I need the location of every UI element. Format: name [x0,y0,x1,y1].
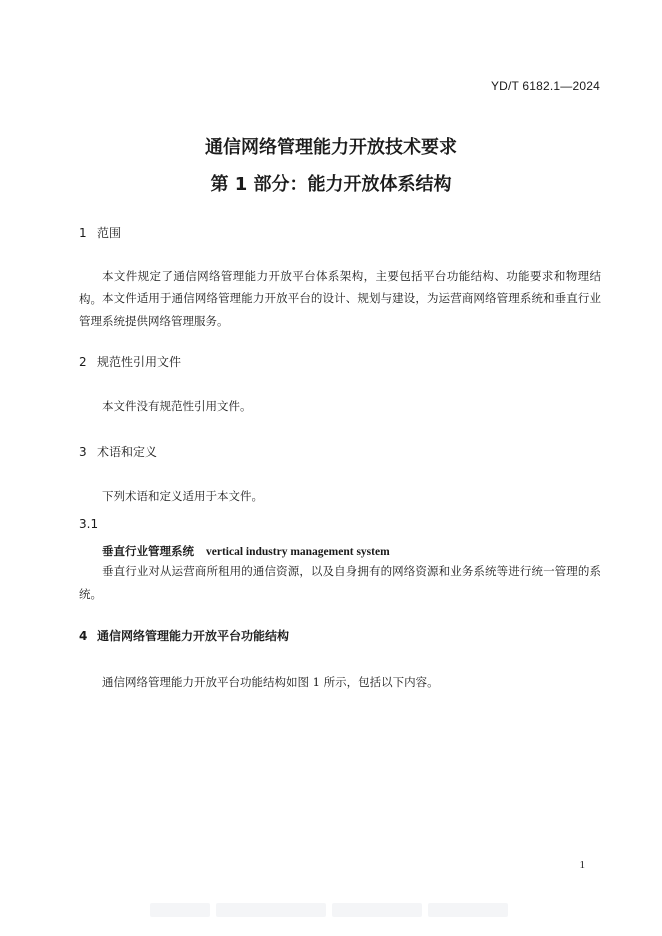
page-number: 1 [579,859,585,871]
clause-number: 3.1 [79,517,99,531]
section-3-paragraph-1: 下列术语和定义适用于本文件。 [102,489,263,503]
term-english: vertical industry management system [206,546,390,558]
section-number: 3 [79,445,87,459]
section-number: 1 [79,226,87,240]
section-title: 范围 [97,226,122,240]
term-chinese: 垂直行业管理系统 [102,544,194,558]
term-definition: 垂直行业对从运营商所租用的通信资源，以及自身拥有的网络资源和业务系统等进行统一管理的系统。 [79,564,601,601]
section-number: 4 [79,629,88,643]
section-1-heading [79,224,121,241]
document-subtitle: 第 1 部分：能力开放体系结构 [210,174,452,195]
section-title: 通信网络管理能力开放平台功能结构 [97,629,290,643]
document-title: 通信网络管理能力开放技术要求 [205,137,457,158]
faint-watermark [150,903,520,919]
standard-number: YD/T 6182.1—2024 [490,79,600,93]
section-title: 术语和定义 [97,445,158,459]
section-title: 规范性引用文件 [97,355,182,369]
section-2-paragraph-1: 本文件没有规范性引用文件。 [102,399,252,413]
section-3-heading [79,443,157,460]
section-4-heading [79,627,289,644]
section-number: 2 [79,355,87,369]
section-1-paragraph-2: 本文件适用于通信网络管理能力开放平台的设计、规划与建设，为运营商网络管理系统和垂直行业管理系统提供网络管理服务。 [79,291,601,328]
section-2-heading [79,353,181,370]
term-entry [102,543,390,559]
section-1-paragraph-1: 本文件规定了通信网络管理能力开放平台体系架构，主要包括平台功能结构、功能要求和物理结构。 [79,269,601,306]
section-4-paragraph-1: 通信网络管理能力开放平台功能结构如图 1 所示，包括以下内容。 [102,675,439,689]
